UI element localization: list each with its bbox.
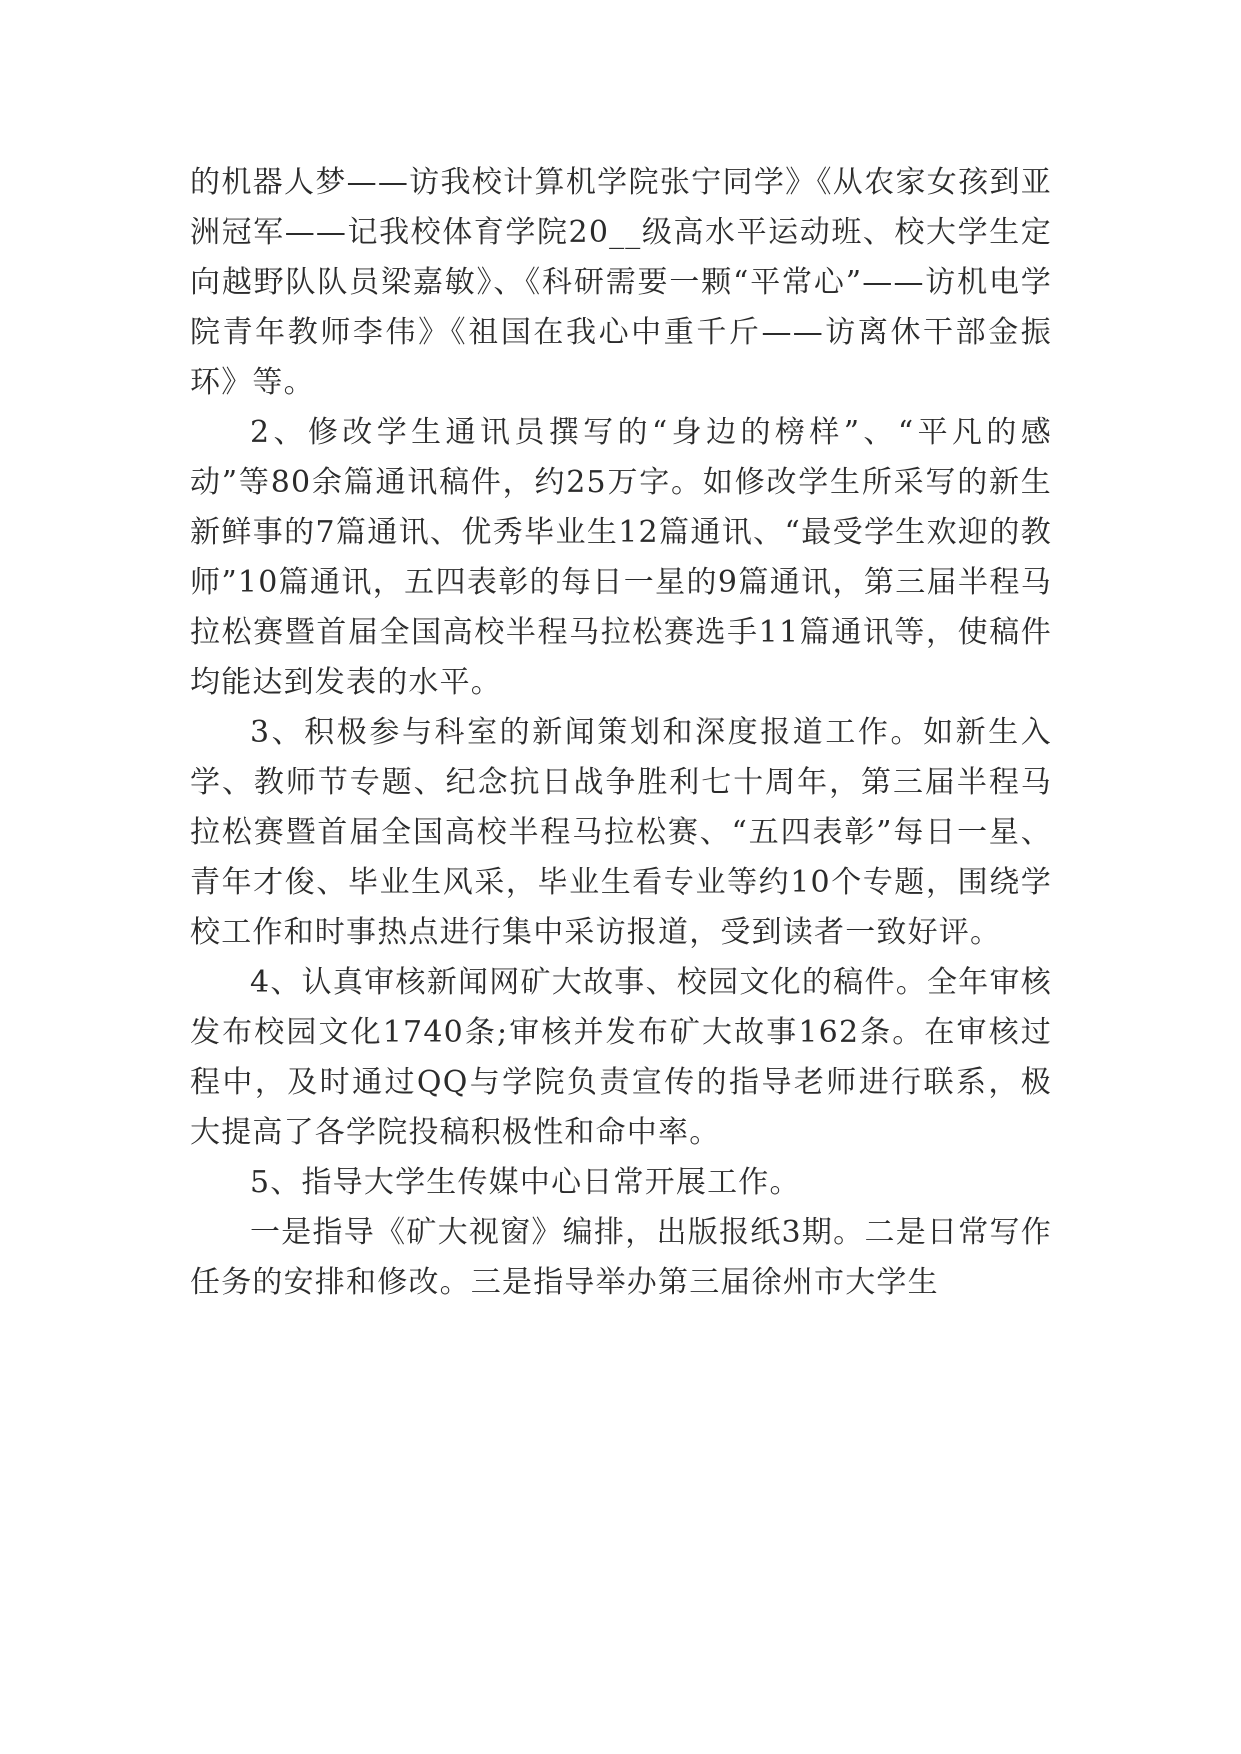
paragraph-item-5: 5、指导大学生传媒中心日常开展工作。 bbox=[250, 1165, 801, 1200]
paragraph-interview-titles: 的机器人梦——访我校计算机学院张宁同学》《从农家女孩到亚洲冠军——记我校体育学院20__级高水平运动班、校大学生定向越野队队员梁嘉敏》、《科研需要一颗“平常心”——访机电学院青年教师李伟》《祖国在我心中重千斤——访离休干部金振环》等。 bbox=[190, 165, 1052, 400]
paragraph-item-2: 2、修改学生通讯员撰写的“身边的榜样”、“平凡的感动”等80余篇通讯稿件，约25万字。如修改学生所采写的新生新鲜事的7篇通讯、优秀毕业生12篇通讯、“最受学生欢迎的教师”10篇通讯，五四表彰的每日一星的9篇通讯，第三届半程马拉松赛暨首届全国高校半程马拉松赛选手11篇通讯等，使稿件均能达到发表的水平。 bbox=[190, 415, 1052, 700]
document-body bbox=[190, 158, 1052, 1308]
paragraph-item-5-detail: 一是指导《矿大视窗》编排，出版报纸3期。二是日常写作任务的安排和修改。三是指导举办第三届徐州市大学生 bbox=[190, 1215, 1052, 1300]
paragraph-item-4: 4、认真审核新闻网矿大故事、校园文化的稿件。全年审核发布校园文化1740条;审核并发布矿大故事162条。在审核过程中，及时通过QQ与学院负责宣传的指导老师进行联系，极大提高了各学院投稿积极性和命中率。 bbox=[190, 965, 1052, 1150]
paragraph-item-3: 3、积极参与科室的新闻策划和深度报道工作。如新生入学、教师节专题、纪念抗日战争胜利七十周年，第三届半程马拉松赛暨首届全国高校半程马拉松赛、“五四表彰”每日一星、青年才俊、毕业生风采，毕业生看专业等约10个专题，围绕学校工作和时事热点进行集中采访报道，受到读者一致好评。 bbox=[190, 715, 1052, 950]
